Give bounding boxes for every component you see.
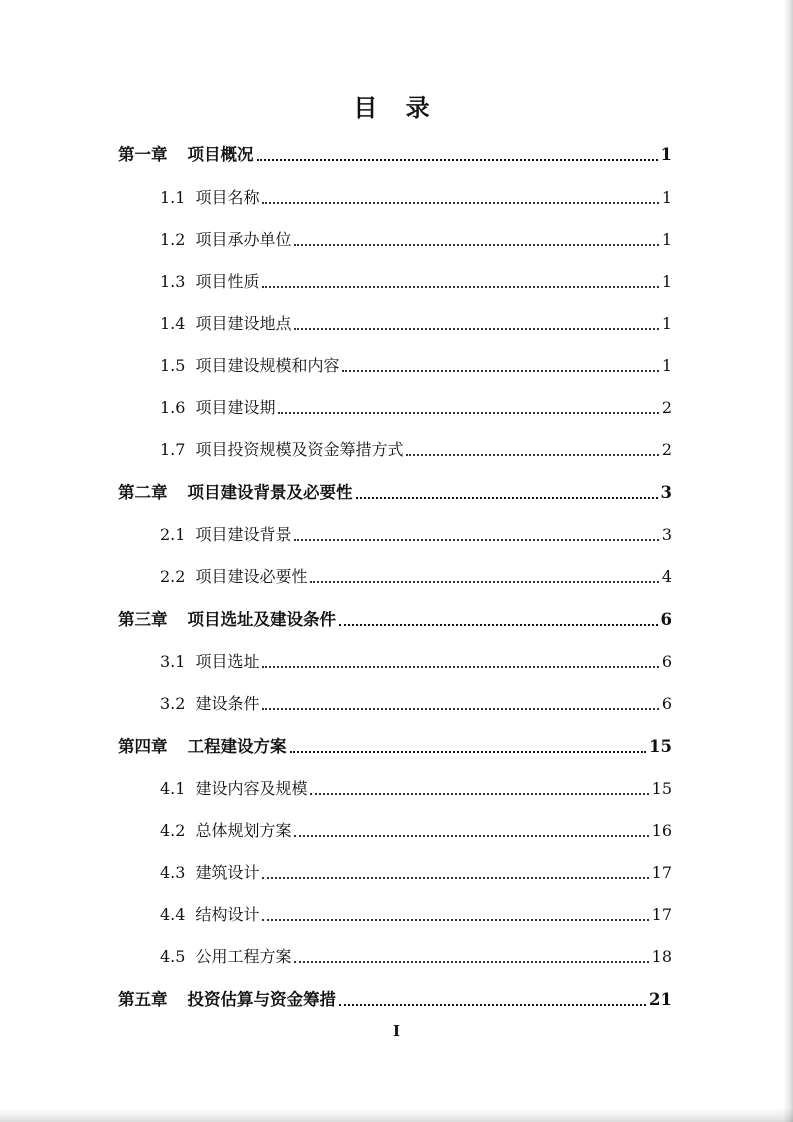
toc-entry-number: 1.1 xyxy=(160,188,186,207)
toc-entry-title: 项目建设背景及必要性 xyxy=(187,483,353,502)
toc-section-entry[interactable] xyxy=(160,515,672,545)
toc-dot-leader xyxy=(339,624,658,626)
page-number: I xyxy=(392,1022,401,1040)
toc-chapter-entry[interactable] xyxy=(118,600,672,630)
page-title: 目 录 xyxy=(353,93,440,122)
toc-entry-title: 项目概况 xyxy=(187,145,254,164)
toc-entry-title: 项目建设背景 xyxy=(195,525,292,544)
toc-entry-page: 1 xyxy=(661,314,672,333)
toc-entry-page: 17 xyxy=(651,905,672,924)
toc-entry-number: 1.7 xyxy=(160,440,186,459)
toc-section-entry[interactable] xyxy=(160,220,672,250)
toc-section-entry[interactable] xyxy=(160,388,672,418)
toc-entry-title: 项目选址及建设条件 xyxy=(187,610,336,629)
toc-dot-leader xyxy=(262,202,658,204)
toc-section-entry[interactable] xyxy=(160,853,672,883)
toc-entry-title: 项目名称 xyxy=(195,188,260,207)
toc-dot-leader xyxy=(310,581,658,583)
toc-section-entry[interactable] xyxy=(160,769,672,799)
toc-entry-page: 18 xyxy=(651,947,672,966)
toc-entry-page: 1 xyxy=(661,272,672,291)
toc-section-entry[interactable] xyxy=(160,304,672,334)
scan-shadow-bottom xyxy=(0,1108,793,1122)
toc-entry-number: 3.1 xyxy=(160,652,186,671)
toc-entry-page: 6 xyxy=(661,652,672,671)
toc-entry-number: 第三章 xyxy=(118,610,168,629)
toc-dot-leader xyxy=(278,412,658,414)
toc-dot-leader xyxy=(262,708,658,710)
toc-dot-leader xyxy=(262,666,658,668)
toc-entry-number: 2.2 xyxy=(160,567,186,586)
toc-entry-page: 2 xyxy=(661,398,672,417)
toc-entry-number: 4.1 xyxy=(160,779,186,798)
toc-entry-page: 1 xyxy=(661,230,672,249)
toc-section-entry[interactable] xyxy=(160,895,672,925)
toc-entry-title: 项目承办单位 xyxy=(195,230,292,249)
toc-dot-leader xyxy=(356,497,658,499)
toc-section-entry[interactable] xyxy=(160,642,672,672)
toc-section-entry[interactable] xyxy=(160,430,672,460)
toc-entry-page: 2 xyxy=(661,440,672,459)
toc-chapter-entry[interactable] xyxy=(118,473,672,503)
toc-entry-number: 4.2 xyxy=(160,821,186,840)
toc-entry-page: 1 xyxy=(660,145,672,164)
toc-entry-number: 1.3 xyxy=(160,272,186,291)
toc-entry-title: 项目建设地点 xyxy=(195,314,292,333)
toc-chapter-entry[interactable] xyxy=(118,727,672,757)
toc-entry-title: 公用工程方案 xyxy=(195,947,292,966)
toc-entry-number: 4.3 xyxy=(160,863,186,882)
toc-entry-number: 3.2 xyxy=(160,694,186,713)
toc-dot-leader xyxy=(294,244,658,246)
toc-chapter-entry[interactable] xyxy=(118,980,672,1010)
toc-entry-page: 17 xyxy=(651,863,672,882)
toc-entry-title: 总体规划方案 xyxy=(195,821,292,840)
toc-entry-title: 项目建设规模和内容 xyxy=(195,356,340,375)
toc-entry-page: 6 xyxy=(661,694,672,713)
toc-dot-leader xyxy=(257,159,658,161)
toc-section-entry[interactable] xyxy=(160,346,672,376)
toc-entry-number: 1.4 xyxy=(160,314,186,333)
toc-entry-title: 项目建设期 xyxy=(195,398,276,417)
toc-entry-title: 工程建设方案 xyxy=(187,737,287,756)
toc-entry-number: 1.2 xyxy=(160,230,186,249)
toc-entry-page: 3 xyxy=(660,483,672,502)
toc-entry-page: 21 xyxy=(649,990,672,1009)
toc-dot-leader xyxy=(294,961,648,963)
toc-entry-page: 16 xyxy=(651,821,672,840)
toc-entry-number: 2.1 xyxy=(160,525,186,544)
toc-entry-number: 第五章 xyxy=(118,990,168,1009)
toc-dot-leader xyxy=(294,539,658,541)
toc-entry-title: 建设内容及规模 xyxy=(195,779,308,798)
toc-chapter-entry[interactable] xyxy=(118,135,672,165)
toc-section-entry[interactable] xyxy=(160,178,672,208)
toc-entry-page: 1 xyxy=(661,356,672,375)
scan-shadow-right xyxy=(783,0,793,1122)
toc-dot-leader xyxy=(262,919,648,921)
toc-section-entry[interactable] xyxy=(160,811,672,841)
toc-section-entry[interactable] xyxy=(160,684,672,714)
toc-entry-number: 1.5 xyxy=(160,356,186,375)
toc-section-entry[interactable] xyxy=(160,937,672,967)
toc-entry-page: 15 xyxy=(651,779,672,798)
toc-entry-title: 建筑设计 xyxy=(195,863,260,882)
toc-entry-page: 4 xyxy=(661,567,672,586)
toc-entry-page: 3 xyxy=(661,525,672,544)
toc-dot-leader xyxy=(294,328,658,330)
toc-entry-number: 1.6 xyxy=(160,398,186,417)
toc-dot-leader xyxy=(342,370,658,372)
toc-entry-title: 建设条件 xyxy=(195,694,260,713)
toc-entry-title: 项目建设必要性 xyxy=(195,567,308,586)
toc-entry-page: 15 xyxy=(649,737,672,756)
toc-entry-title: 投资估算与资金筹措 xyxy=(187,990,336,1009)
toc-dot-leader xyxy=(339,1004,646,1006)
toc-dot-leader xyxy=(290,751,647,753)
toc-entry-number: 4.4 xyxy=(160,905,186,924)
toc-entry-title: 结构设计 xyxy=(195,905,260,924)
toc-dot-leader xyxy=(406,454,658,456)
toc-entry-title: 项目性质 xyxy=(195,272,260,291)
toc-entry-title: 项目投资规模及资金筹措方式 xyxy=(195,440,404,459)
toc-entry-page: 1 xyxy=(661,188,672,207)
toc-entry-number: 第一章 xyxy=(118,145,168,164)
toc-section-entry[interactable] xyxy=(160,262,672,292)
toc-entry-number: 第四章 xyxy=(118,737,168,756)
toc-dot-leader xyxy=(294,835,648,837)
toc-dot-leader xyxy=(310,793,648,795)
toc-entry-title: 项目选址 xyxy=(195,652,260,671)
toc-section-entry[interactable] xyxy=(160,557,672,587)
toc-dot-leader xyxy=(262,286,658,288)
toc-entry-number: 第二章 xyxy=(118,483,168,502)
toc-entry-page: 6 xyxy=(660,610,672,629)
toc-entry-number: 4.5 xyxy=(160,947,186,966)
toc-dot-leader xyxy=(262,877,648,879)
